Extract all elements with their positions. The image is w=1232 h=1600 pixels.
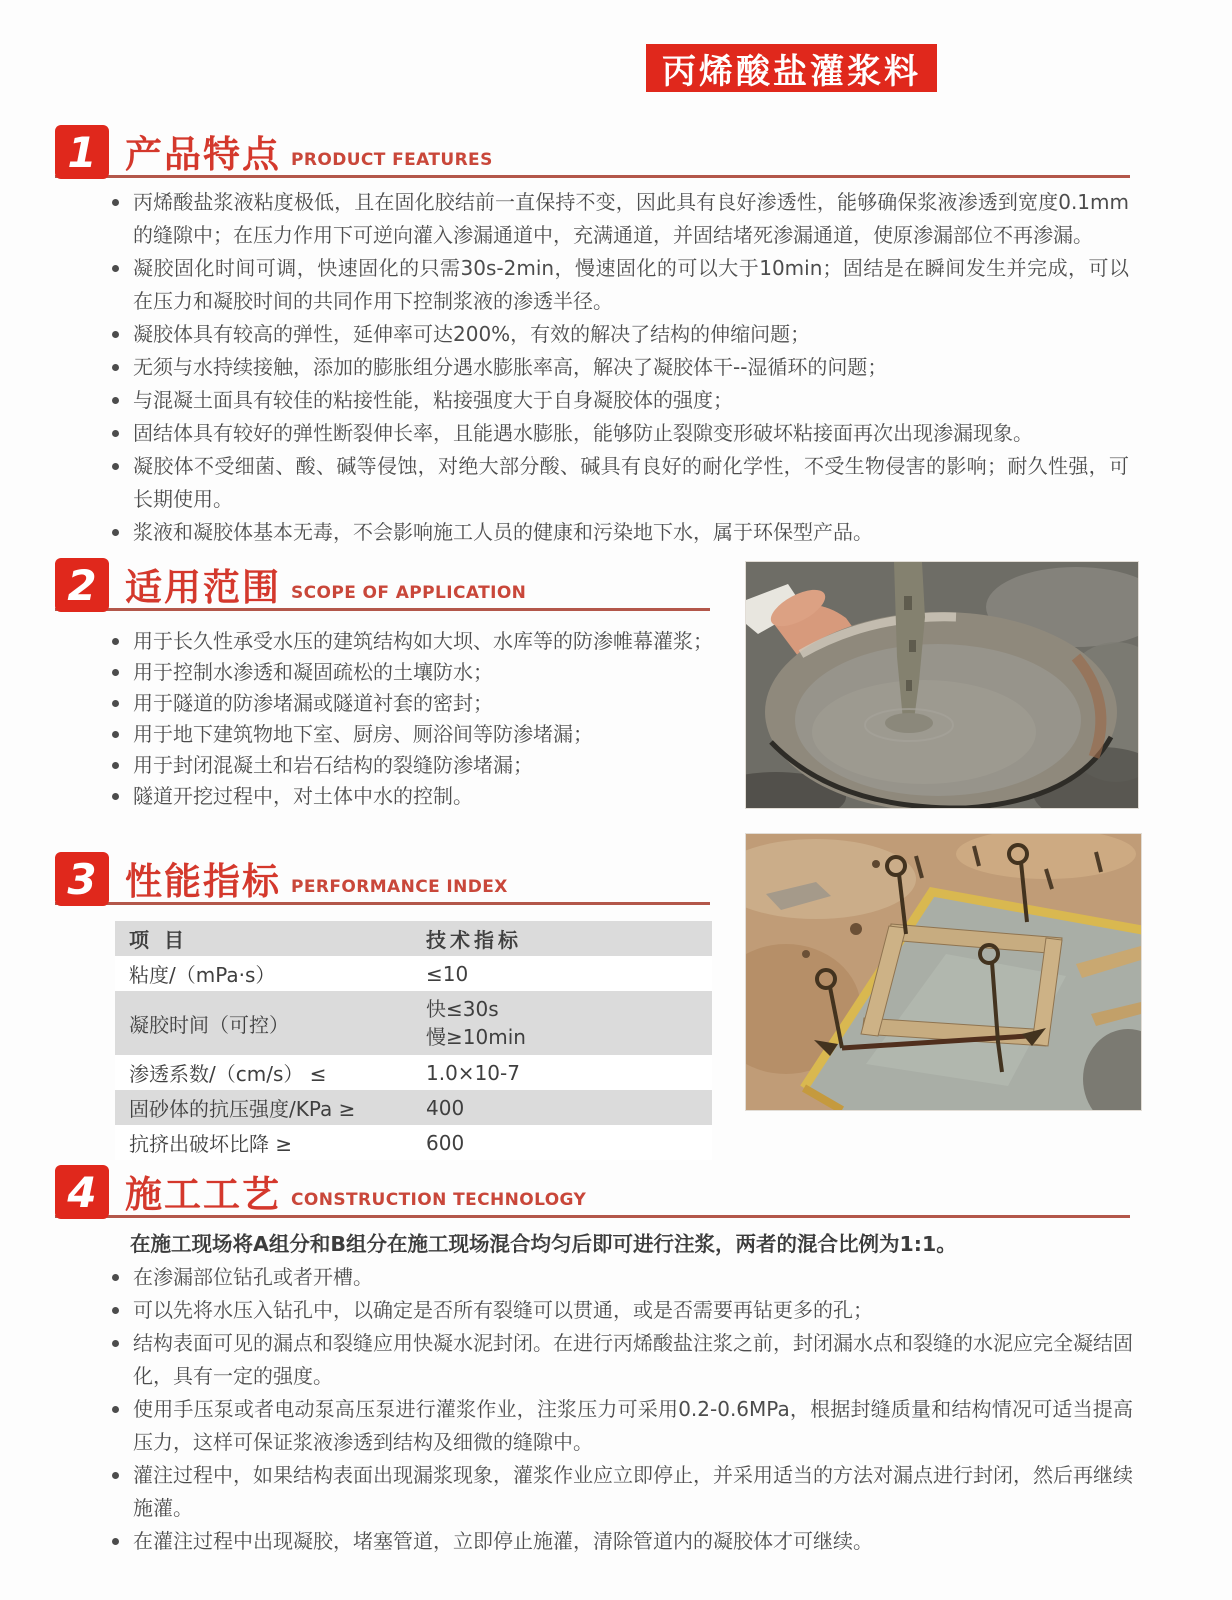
grout-formwork-photo	[745, 833, 1142, 1111]
list-item	[103, 450, 1129, 516]
bullet-icon	[112, 1340, 119, 1347]
list-item	[103, 516, 1129, 549]
list-item	[103, 657, 733, 688]
list-item	[103, 1327, 1133, 1393]
table-row	[115, 956, 712, 991]
section-title-cn: 性能指标	[125, 860, 281, 903]
table-header-value: 技术指标	[426, 928, 522, 952]
performance-index-table	[115, 921, 712, 1160]
list-item-text: 无须与水持续接触，添加的膨胀组分遇水膨胀率高，解决了凝胶体干--湿循环的问题；	[133, 355, 888, 379]
section-number-badge: 1	[55, 125, 109, 179]
list-item	[103, 1294, 1133, 1327]
table-row	[115, 1090, 712, 1125]
section-header-performance	[55, 848, 710, 905]
table-cell-value: 1.0×10-7	[426, 1060, 520, 1085]
list-item-text: 隧道开挖过程中，对土体中水的控制。	[133, 784, 473, 808]
list-item-text: 用于封闭混凝土和岩石结构的裂缝防渗堵漏；	[133, 753, 533, 777]
table-header-item: 项 目	[129, 928, 188, 952]
grout-mixing-illustration	[746, 562, 1138, 808]
table-cell-value	[412, 991, 712, 1055]
list-item	[103, 688, 733, 719]
list-item	[103, 384, 1129, 417]
bullet-icon	[112, 529, 119, 536]
section-title-en: CONSTRUCTION TECHNOLOGY	[291, 1190, 587, 1210]
list-item	[103, 719, 733, 750]
table-row	[115, 1125, 712, 1160]
bullet-icon	[112, 397, 119, 404]
list-item-text: 可以先将水压入钻孔中，以确定是否所有裂缝可以贯通，或是否需要再钻更多的孔；	[133, 1298, 873, 1322]
bullet-icon	[112, 331, 119, 338]
bullet-icon	[112, 700, 119, 707]
table-cell-item: 粘度/（mPa·s）	[129, 963, 276, 987]
grout-mixing-photo	[745, 561, 1139, 809]
section-header-product-features	[55, 121, 1130, 178]
bullet-icon	[112, 364, 119, 371]
section-number-badge: 3	[55, 852, 109, 906]
list-item	[103, 781, 733, 812]
bullet-icon	[112, 1406, 119, 1413]
list-item	[103, 351, 1129, 384]
bullet-icon	[112, 731, 119, 738]
section-header-scope	[55, 554, 710, 611]
list-item	[103, 1459, 1133, 1525]
construction-content	[103, 1228, 1133, 1558]
section-header-construction	[55, 1161, 1130, 1218]
value-line: 慢≥10min	[426, 1025, 526, 1049]
list-item-text: 灌注过程中，如果结构表面出现漏浆现象，灌浆作业应立即停止，并采用适当的方法对漏点进行封闭，然后再继续施灌。	[133, 1463, 1133, 1520]
section-title-en: SCOPE OF APPLICATION	[291, 583, 527, 603]
list-item	[103, 318, 1129, 351]
section-title-cn: 施工工艺	[125, 1173, 281, 1216]
list-item-text: 用于地下建筑物地下室、厨房、厕浴间等防渗堵漏；	[133, 722, 593, 746]
list-item-text: 凝胶体不受细菌、酸、碱等侵蚀，对绝大部分酸、碱具有良好的耐化学性，不受生物侵害的影响；耐久性强，可长期使用。	[133, 454, 1129, 511]
bullet-icon	[112, 430, 119, 437]
section-number-badge: 4	[55, 1165, 109, 1219]
list-item-text: 在渗漏部位钻孔或者开槽。	[133, 1265, 373, 1289]
table-row	[115, 1055, 712, 1090]
table-cell-item: 渗透系数/（cm/s） ≤	[129, 1062, 327, 1086]
grout-formwork-illustration	[746, 834, 1141, 1110]
list-item	[103, 1261, 1133, 1294]
list-item	[103, 1525, 1133, 1558]
table-cell-value: 600	[426, 1130, 465, 1155]
table-cell-item: 固砂体的抗压强度/KPa ≥	[129, 1097, 356, 1121]
list-item-text: 使用手压泵或者电动泵高压泵进行灌浆作业，注浆压力可采用0.2-0.6MPa，根据封缝质量和结构情况可适当提高压力，这样可保证浆液渗透到结构及细微的缝隙中。	[133, 1397, 1133, 1454]
section-number-badge: 2	[55, 558, 109, 612]
list-item-text: 用于控制水渗透和凝固疏松的土壤防水；	[133, 660, 493, 684]
list-item-text: 用于隧道的防渗堵漏或隧道衬套的密封；	[133, 691, 493, 715]
section-title-cn: 适用范围	[125, 566, 281, 609]
product-features-list	[103, 186, 1129, 549]
table-cell-item: 凝胶时间（可控）	[129, 1012, 289, 1037]
construction-steps-list	[103, 1261, 1133, 1558]
list-item-text: 丙烯酸盐浆液粘度极低，且在固化胶结前一直保持不变，因此具有良好渗透性，能够确保浆液渗透到宽度0.1mm的缝隙中；在压力作用下可逆向灌入渗漏通道中，充满通道，并固结堵死渗漏通道，使原渗漏部位不再渗漏。	[133, 190, 1129, 247]
scope-list	[103, 626, 733, 812]
section-title-en: PERFORMANCE INDEX	[291, 877, 508, 897]
table-row	[115, 991, 712, 1055]
bullet-icon	[112, 1307, 119, 1314]
section-title-cn: 产品特点	[125, 133, 281, 176]
list-item-text: 用于长久性承受水压的建筑结构如大坝、水库等的防渗帷幕灌浆；	[133, 629, 713, 653]
table-cell-value: 400	[426, 1095, 465, 1120]
list-item-text: 结构表面可见的漏点和裂缝应用快凝水泥封闭。在进行丙烯酸盐注浆之前，封闭漏水点和裂缝的水泥应完全凝结固化，具有一定的强度。	[133, 1331, 1133, 1388]
list-item	[103, 186, 1129, 252]
value-line: 快≤30s	[426, 997, 499, 1021]
bullet-icon	[112, 199, 119, 206]
table-cell-value: ≤10	[426, 961, 469, 986]
list-item	[103, 750, 733, 781]
list-item-text: 与混凝土面具有较佳的粘接性能，粘接强度大于自身凝胶体的强度；	[133, 388, 733, 412]
list-item-text: 在灌注过程中出现凝胶，堵塞管道，立即停止施灌，清除管道内的凝胶体才可继续。	[133, 1529, 873, 1553]
product-title-banner: 丙烯酸盐灌浆料	[646, 44, 937, 92]
list-item-text: 凝胶体具有较高的弹性，延伸率可达200%，有效的解决了结构的伸缩问题；	[133, 322, 811, 346]
list-item-text: 凝胶固化时间可调，快速固化的只需30s-2min，慢速固化的可以大于10min；固结是在瞬间发生并完成，可以在压力和凝胶时间的共同作用下控制浆液的渗透半径。	[133, 256, 1129, 313]
bullet-icon	[112, 1472, 119, 1479]
list-item	[103, 417, 1129, 450]
list-item	[103, 626, 733, 657]
table-header-row	[115, 921, 712, 956]
bullet-icon	[112, 265, 119, 272]
list-item	[103, 252, 1129, 318]
bullet-icon	[112, 1538, 119, 1545]
section-title-en: PRODUCT FEATURES	[291, 150, 493, 170]
bullet-icon	[112, 638, 119, 645]
construction-intro: 在施工现场将A组分和B组分在施工现场混合均匀后即可进行注浆，两者的混合比例为1:1。	[130, 1232, 957, 1256]
list-item	[103, 1393, 1133, 1459]
bullet-icon	[112, 669, 119, 676]
list-item-text: 浆液和凝胶体基本无毒，不会影响施工人员的健康和污染地下水，属于环保型产品。	[133, 520, 873, 544]
bullet-icon	[112, 463, 119, 470]
bullet-icon	[112, 762, 119, 769]
table-cell-item: 抗挤出破坏比降 ≥	[129, 1132, 293, 1156]
bullet-icon	[112, 1274, 119, 1281]
bullet-icon	[112, 793, 119, 800]
list-item-text: 固结体具有较好的弹性断裂伸长率，且能遇水膨胀，能够防止裂隙变形破坏粘接面再次出现渗漏现象。	[133, 421, 1033, 445]
